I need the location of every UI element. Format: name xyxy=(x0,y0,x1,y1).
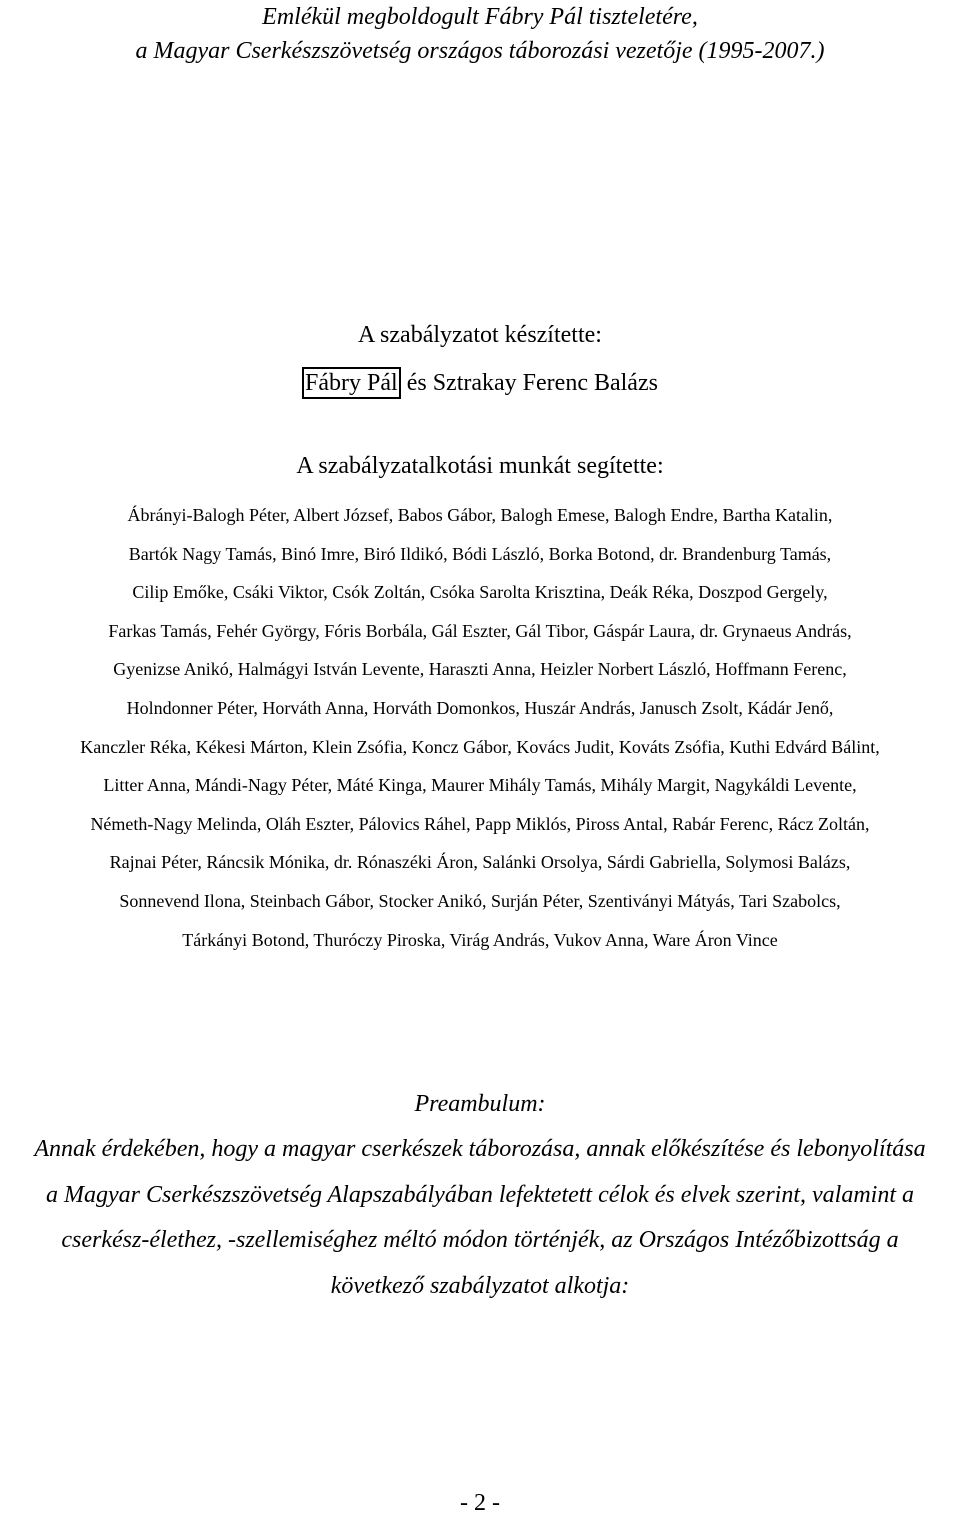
contributors-line: Bartók Nagy Tamás, Binó Imre, Biró Ildikó, Bódi László, Borka Botond, dr. Brandenburg Tamás, xyxy=(128,543,832,564)
dedication-line: a Magyar Cserkészszövetség országos táborozási vezetője (1995-2007.) xyxy=(135,38,825,64)
preamble-line: következő szabályzatot alkotja: xyxy=(330,1272,630,1299)
contributors-line: Sonnevend Ilona, Steinbach Gábor, Stocker Anikó, Surján Péter, Szentiványi Mátyás, Tari Szabolcs, xyxy=(119,890,841,911)
author-names-rest: és Sztrakay Ferenc Balázs xyxy=(400,370,658,396)
preamble-line: cserkész-élethez, -szellemiséghez méltó módon történjék, az Országos Intézőbizottság a xyxy=(61,1227,899,1253)
contributors-line: Farkas Tamás, Fehér György, Fóris Borbála, Gál Eszter, Gál Tibor, Gáspár Laura, dr. Grynaeus András, xyxy=(108,620,852,641)
contributors-line: Rajnai Péter, Ráncsik Mónika, dr. Rónaszéki Áron, Salánki Orsolya, Sárdi Gabriella, Solymosi Balázs, xyxy=(109,852,851,873)
authors-heading: A szabályzatot készítette: xyxy=(358,322,602,348)
contributors-line: Litter Anna, Mándi-Nagy Péter, Máté Kinga, Maurer Mihály Tamás, Mihály Margit, Nagykáldi Levente, xyxy=(103,775,857,796)
preamble-title: Preambulum: xyxy=(414,1091,546,1117)
contributors-line: Ábrányi-Balogh Péter, Albert József, Babos Gábor, Balogh Emese, Balogh Endre, Bartha Katalin, xyxy=(127,505,833,525)
authors-section xyxy=(0,311,960,407)
dedication xyxy=(0,0,960,68)
preamble-line: a Magyar Cserkészszövetség Alapszabályában lefektetett célok és elvek szerint, valamint a xyxy=(45,1181,914,1208)
contributors-list xyxy=(0,496,960,959)
boxed-author-name: Fábry Pál xyxy=(302,367,401,399)
contributors-line: Németh-Nagy Melinda, Oláh Eszter, Pálovics Ráhel, Papp Miklós, Piross Antal, Rabár Ferenc, Rácz Zoltán, xyxy=(90,813,870,834)
page-number: - 2 - xyxy=(460,1490,500,1516)
preamble-line: Annak érdekében, hogy a magyar cserkészek táborozása, annak előkészítése és lebonyolítása xyxy=(34,1136,926,1162)
preamble-body xyxy=(0,1127,960,1309)
dedication-line: Emlékül megboldogult Fábry Pál tiszteletére, xyxy=(262,4,698,30)
helpers-heading: A szabályzatalkotási munkát segítette: xyxy=(296,453,664,479)
contributors-line: Cilip Emőke, Csáki Viktor, Csók Zoltán, Csóka Sarolta Krisztina, Deák Réka, Doszpod Gergely, xyxy=(132,582,828,603)
contributors-line: Gyenizse Anikó, Halmágyi István Levente, Haraszti Anna, Heizler Norbert László, Hoffmann Ferenc, xyxy=(113,659,847,680)
authors-names xyxy=(0,359,960,407)
contributors-line: Kanczler Réka, Kékesi Márton, Klein Zsófia, Koncz Gábor, Kovács Judit, Kováts Zsófia, Kuthi Edvárd Bálint, xyxy=(80,736,880,757)
contributors-line: Tárkányi Botond, Thuróczy Piroska, Virág András, Vukov Anna, Ware Áron Vince xyxy=(182,929,778,950)
contributors-line: Holndonner Péter, Horváth Anna, Horváth Domonkos, Huszár András, Janusch Zsolt, Kádár Jenő, xyxy=(126,697,834,718)
